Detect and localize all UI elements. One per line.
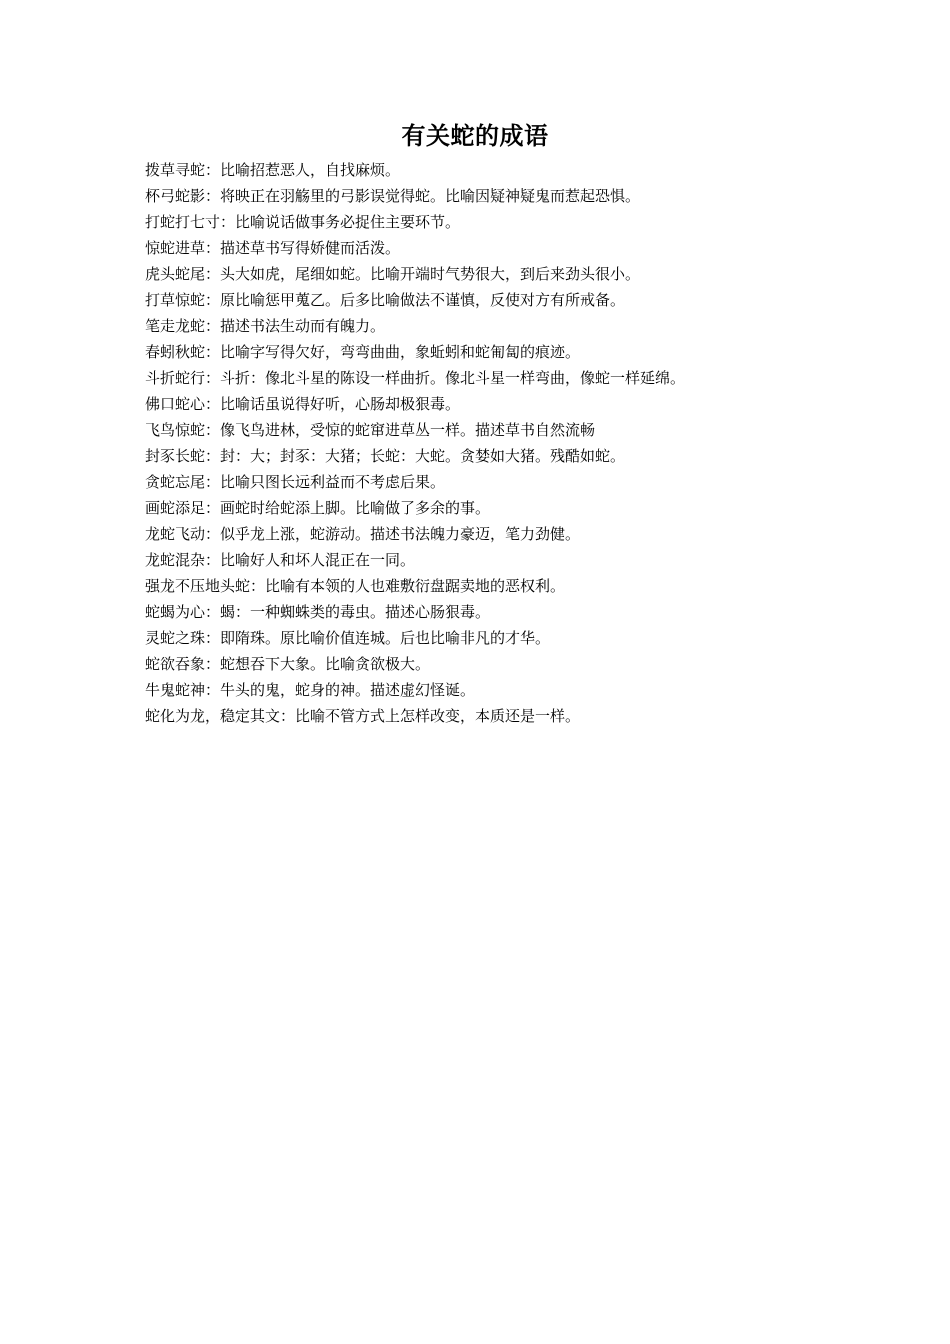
idiom-entry: 龙蛇混杂：比喻好人和坏人混正在一同。 [145,551,416,569]
idiom-entry: 蛇蝎为心：蝎：一种蜘蛛类的毒虫。描述心肠狠毒。 [145,603,491,621]
idiom-entry: 打蛇打七寸：比喻说话做事务必捉住主要环节。 [145,213,461,231]
idiom-entry: 强龙不压地头蛇：比喻有本领的人也难敷衍盘踞卖地的恶权利。 [145,577,566,595]
idiom-entry: 拨草寻蛇：比喻招惹恶人，自找麻烦。 [145,161,401,179]
idiom-entry: 贪蛇忘尾：比喻只图长远利益而不考虑后果。 [145,473,446,491]
idiom-entry: 春蚓秋蛇：比喻字写得欠好，弯弯曲曲，象蚯蚓和蛇匍匐的痕迹。 [145,343,581,361]
idiom-entry: 飞鸟惊蛇：像飞鸟进林，受惊的蛇窜进草丛一样。描述草书自然流畅 [145,421,596,439]
idiom-entry: 牛鬼蛇神：牛头的鬼，蛇身的神。描述虚幻怪诞。 [145,681,476,699]
idiom-entry: 龙蛇飞动：似乎龙上涨，蛇游动。描述书法魄力豪迈，笔力劲健。 [145,525,581,543]
idiom-entry: 蛇欲吞象：蛇想吞下大象。比喻贪欲极大。 [145,655,431,673]
idiom-entry: 虎头蛇尾：头大如虎，尾细如蛇。比喻开端时气势很大，到后来劲头很小。 [145,265,641,283]
page-title: 有关蛇的成语 [401,122,549,150]
idiom-entry: 斗折蛇行：斗折：像北斗星的陈设一样曲折。像北斗星一样弯曲，像蛇一样延绵。 [145,369,686,387]
idiom-list [145,157,845,729]
idiom-entry: 画蛇添足：画蛇时给蛇添上脚。比喻做了多余的事。 [145,499,491,517]
idiom-entry: 杯弓蛇影：将映正在羽觞里的弓影误觉得蛇。比喻因疑神疑鬼而惹起恐惧。 [145,187,641,205]
idiom-entry: 惊蛇进草：描述草书写得娇健而活泼。 [145,239,401,257]
idiom-entry: 封豕长蛇：封：大；封豕：大猪；长蛇：大蛇。贪婪如大猪。残酷如蛇。 [145,447,626,465]
idiom-entry: 打草惊蛇：原比喻惩甲蒐乙。后多比喻做法不谨慎，反使对方有所戒备。 [145,291,626,309]
idiom-entry: 蛇化为龙，稳定其文：比喻不管方式上怎样改变，本质还是一样。 [145,707,581,725]
idiom-entry: 佛口蛇心：比喻话虽说得好听，心肠却极狠毒。 [145,395,461,413]
idiom-entry: 灵蛇之珠：即隋珠。原比喻价值连城。后也比喻非凡的才华。 [145,629,551,647]
idiom-entry: 笔走龙蛇：描述书法生动而有魄力。 [145,317,386,335]
